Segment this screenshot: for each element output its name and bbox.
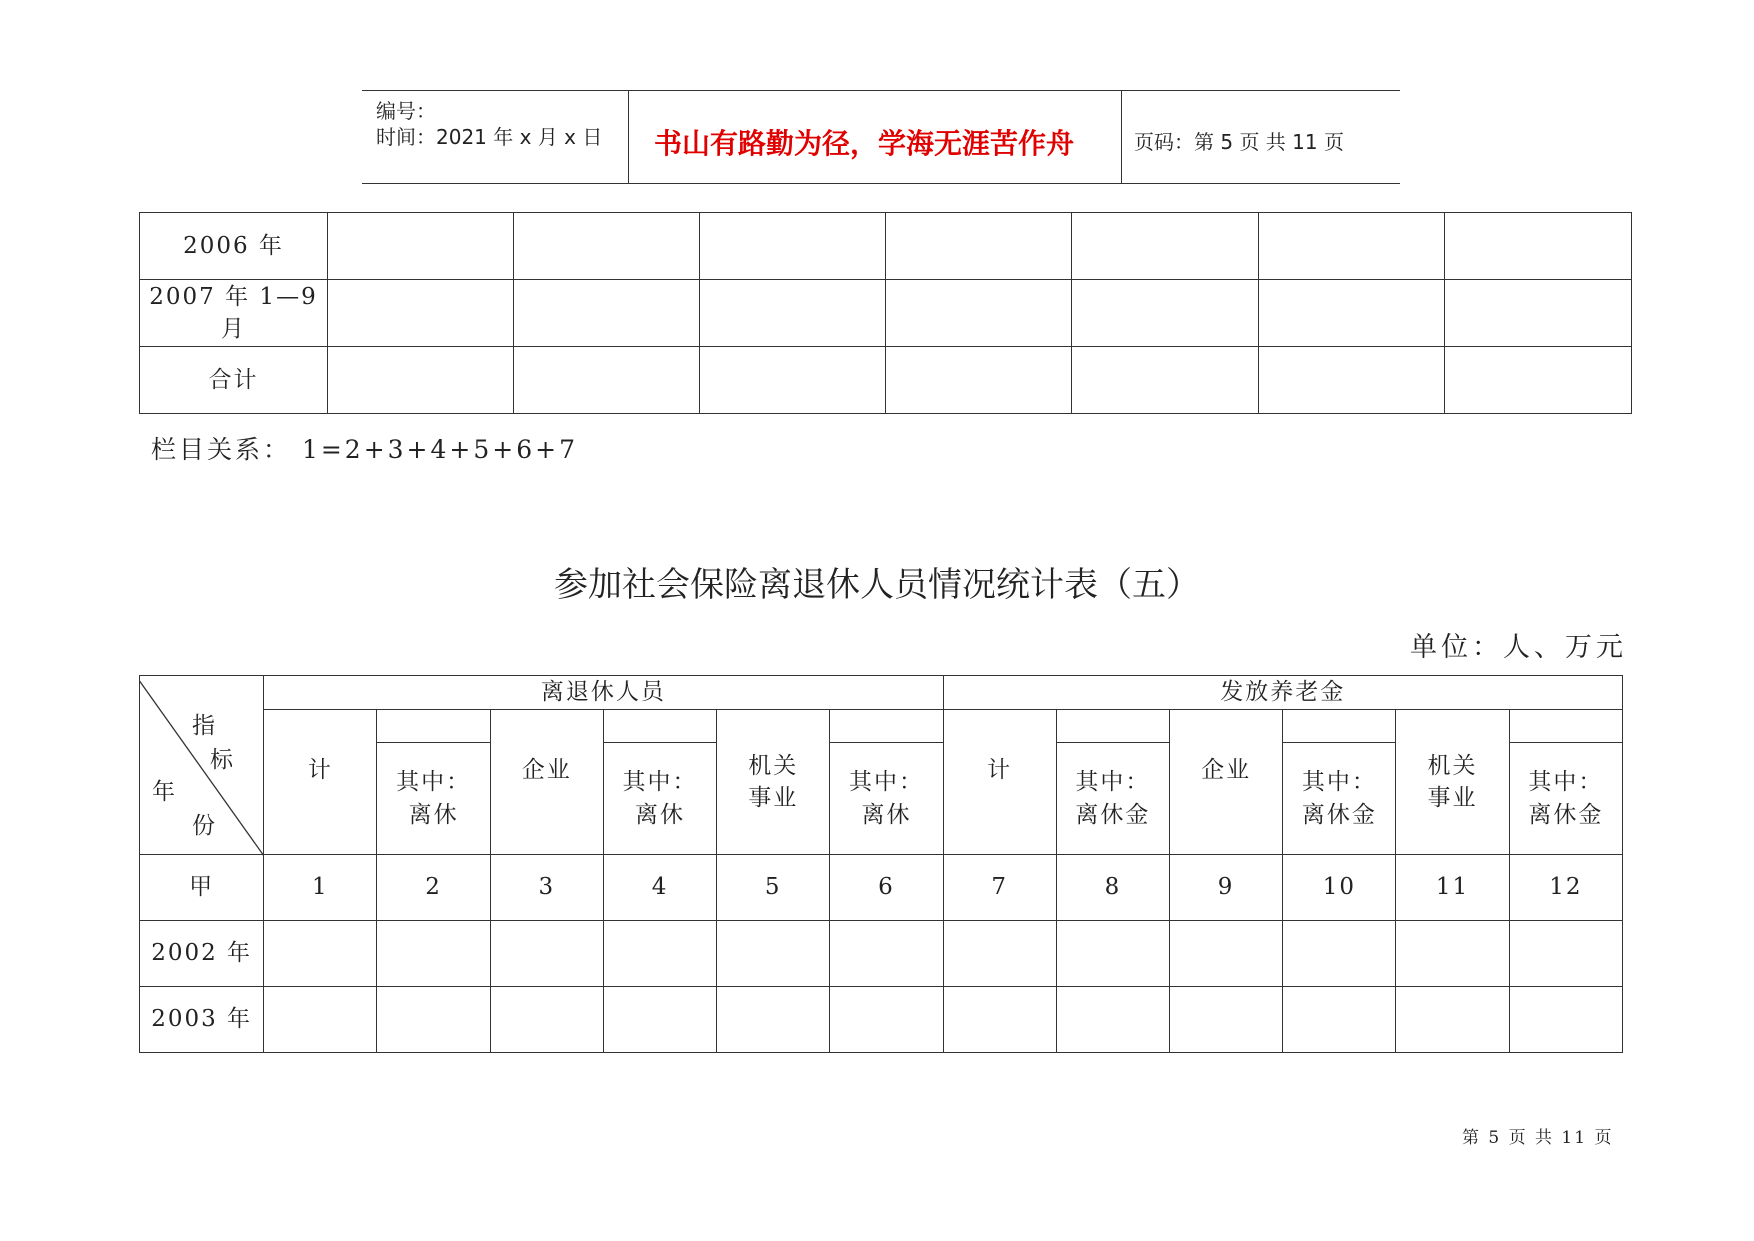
group-header-pension: 发放养老金: [943, 676, 1622, 710]
data-cell: [514, 213, 700, 280]
index-cell: 4: [603, 855, 716, 921]
header-of-which-retired: [603, 743, 716, 855]
table-row: [140, 213, 1632, 280]
header-total: 计: [264, 710, 377, 855]
unit-label: 单位：人、万元: [1410, 632, 1627, 663]
index-label: 甲: [140, 855, 264, 921]
header-spacer: [1283, 710, 1396, 743]
index-cell: 9: [1170, 855, 1283, 921]
corner-indicator-1: 指: [192, 713, 217, 739]
data-cell: [886, 280, 1072, 347]
data-cell: [886, 213, 1072, 280]
index-cell: 10: [1283, 855, 1396, 921]
header-enterprise: 企业: [1170, 710, 1283, 855]
data-cell: [603, 921, 716, 987]
table-header-row: [140, 676, 1623, 710]
data-cell: [328, 347, 514, 414]
header-institution: [1396, 710, 1509, 855]
header-of-which-retired: [377, 743, 490, 855]
index-cell: 7: [943, 855, 1056, 921]
data-cell: [1170, 921, 1283, 987]
data-cell: [514, 347, 700, 414]
header-divider-right: [1121, 90, 1122, 184]
row-label: 2006 年: [140, 213, 328, 280]
data-cell: [700, 213, 886, 280]
table-row: [140, 347, 1632, 414]
header-of-which-pension: [1056, 743, 1169, 855]
data-cell: [264, 987, 377, 1053]
index-cell: 6: [830, 855, 943, 921]
table-row: [140, 921, 1623, 987]
of-which-line2: 离休: [408, 801, 459, 828]
header-of-which-pension: [1283, 743, 1396, 855]
of-which-line2: 离休金: [1528, 801, 1604, 828]
of-which-line1: 其中：: [622, 769, 698, 796]
page-footer: 第 5 页 共 11 页: [1462, 1128, 1614, 1148]
header-of-which-pension: [1509, 743, 1622, 855]
data-cell: [943, 987, 1056, 1053]
index-cell: 5: [717, 855, 830, 921]
index-cell: 8: [1056, 855, 1169, 921]
data-cell: [328, 213, 514, 280]
header-total: 计: [943, 710, 1056, 855]
data-cell: [490, 987, 603, 1053]
data-cell: [1396, 921, 1509, 987]
header-enterprise: 企业: [490, 710, 603, 855]
data-cell: [377, 921, 490, 987]
of-which-line1: 其中：: [1075, 769, 1151, 796]
corner-header-cell: [140, 676, 264, 855]
data-cell: [377, 987, 490, 1053]
data-cell: [328, 280, 514, 347]
data-cell: [1072, 347, 1259, 414]
data-cell: [1259, 213, 1445, 280]
row-label: 2002 年: [140, 921, 264, 987]
of-which-line2: 离休: [861, 801, 912, 828]
data-cell: [1072, 213, 1259, 280]
data-cell: [1072, 280, 1259, 347]
data-cell: [1170, 987, 1283, 1053]
data-cell: [1509, 921, 1622, 987]
data-cell: [1259, 347, 1445, 414]
corner-year-1: 年: [152, 779, 177, 805]
data-cell: [1283, 921, 1396, 987]
data-cell: [490, 921, 603, 987]
data-cell: [830, 987, 943, 1053]
retirees-stats-table: [139, 675, 1623, 1053]
index-cell: 1: [264, 855, 377, 921]
of-which-line2: 离休金: [1301, 801, 1377, 828]
corner-indicator-2: 标: [210, 747, 235, 773]
header-spacer: [377, 710, 490, 743]
header-of-which-retired: [830, 743, 943, 855]
data-cell: [717, 921, 830, 987]
continued-stats-table: [139, 212, 1632, 414]
index-row: [140, 855, 1623, 921]
table-row: [140, 987, 1623, 1053]
data-cell: [264, 921, 377, 987]
data-cell: [1283, 987, 1396, 1053]
index-cell: 11: [1396, 855, 1509, 921]
data-cell: [1509, 987, 1622, 1053]
header-top-rule: [362, 90, 1400, 91]
data-cell: [1445, 280, 1632, 347]
of-which-line1: 其中：: [1528, 769, 1604, 796]
table-title: 参加社会保险离退休人员情况统计表（五）: [554, 565, 1200, 605]
header-spacer: [1509, 710, 1622, 743]
index-cell: 3: [490, 855, 603, 921]
data-cell: [514, 280, 700, 347]
header-institution-line2: 事业: [1427, 785, 1478, 812]
data-cell: [943, 921, 1056, 987]
data-cell: [1056, 921, 1169, 987]
page-number-label: 页码：第 5 页 共 11 页: [1134, 130, 1344, 154]
of-which-line1: 其中：: [848, 769, 924, 796]
column-relation-note: 栏目关系： 1=2+3+4+5+6+7: [151, 435, 578, 464]
header-institution-line1: 机关: [1427, 753, 1478, 779]
header-spacer: [1056, 710, 1169, 743]
data-cell: [886, 347, 1072, 414]
row-label: 2007 年 1—9 月: [140, 280, 328, 347]
of-which-line1: 其中：: [1301, 769, 1377, 796]
data-cell: [717, 987, 830, 1053]
data-cell: [1445, 347, 1632, 414]
of-which-line2: 离休金: [1075, 801, 1151, 828]
index-cell: 12: [1509, 855, 1622, 921]
table-row: [140, 280, 1632, 347]
row-label: 2003 年: [140, 987, 264, 1053]
header-institution: [717, 710, 830, 855]
data-cell: [1259, 280, 1445, 347]
data-cell: [603, 987, 716, 1053]
data-cell: [1396, 987, 1509, 1053]
header-divider-left: [628, 90, 629, 184]
header-institution-line1: 机关: [748, 753, 799, 779]
data-cell: [700, 347, 886, 414]
of-which-line2: 离休: [635, 801, 686, 828]
time-label: 时间：2021 年 x 月 x 日: [376, 125, 603, 149]
header-spacer: [603, 710, 716, 743]
data-cell: [1445, 213, 1632, 280]
header-institution-line2: 事业: [748, 785, 799, 812]
of-which-line1: 其中：: [396, 769, 472, 796]
data-cell: [700, 280, 886, 347]
header-bottom-rule: [362, 183, 1400, 184]
data-cell: [830, 921, 943, 987]
header-spacer: [830, 710, 943, 743]
index-cell: 2: [377, 855, 490, 921]
data-cell: [1056, 987, 1169, 1053]
corner-year-2: 份: [192, 813, 217, 839]
header-motto: 书山有路勤为径，学海无涯苦作舟: [654, 127, 1075, 160]
row-label: 合计: [140, 347, 328, 414]
group-header-retirees: 离退休人员: [264, 676, 943, 710]
doc-number-label: 编号：: [376, 99, 436, 123]
table-header-row: [140, 710, 1623, 743]
